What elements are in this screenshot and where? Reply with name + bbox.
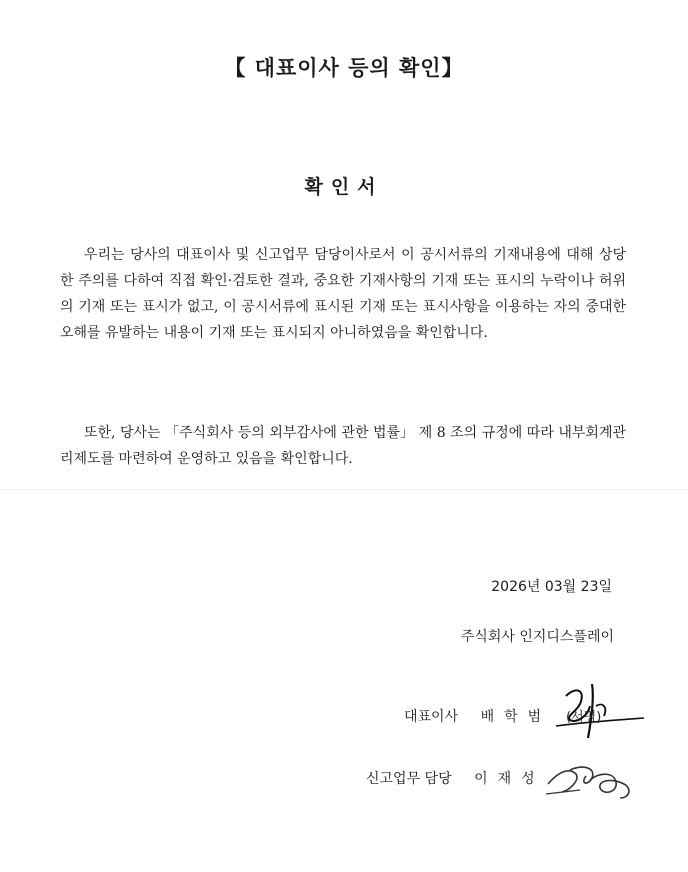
seal-mark: (서명) <box>566 710 602 725</box>
company-name: 주식회사 인지디스플레이 <box>460 629 614 645</box>
signatory-role: 신고업무 담당 <box>366 771 452 787</box>
scan-divider <box>0 489 688 490</box>
signatory-name: 이재성 <box>474 771 545 787</box>
internal-control-paragraph: 또한, 당사는 「주식회사 등의 외부감사에 관한 법률」 제 8 조의 규정에 따라 내부회계관리제도를 마련하여 운영하고 있음을 확인합니다. <box>60 425 626 467</box>
handwritten-signature <box>536 676 646 748</box>
signatory-role: 대표이사 <box>404 709 459 725</box>
handwritten-signature <box>540 750 640 810</box>
signatory-ceo <box>404 706 551 726</box>
signatory-disclosure-officer <box>366 768 545 788</box>
page-title: 【 대표이사 등의 확인】 <box>224 56 464 80</box>
confirmation-paragraph: 우리는 당사의 대표이사 및 신고업무 담당이사로서 이 공시서류의 기재내용에 대해 상당한 주의를 다하여 직접 확인·검토한 결과, 중요한 기재사항의 기재 또는 표시의 누락이나 허위의 기재 또는 표시가 없고, 이 공시서류에 표시된 기재 또는 표시사항을 이용하는 자의 중대한 오해를 유발하는 내용이 기재 또는 표시되지 아니하였음을 확인합니다. <box>60 247 626 341</box>
signatory-name: 배학범 <box>480 709 552 725</box>
document-subtitle: 확인서 <box>304 176 384 198</box>
document-date: 2026년 03월 23일 <box>491 579 612 595</box>
